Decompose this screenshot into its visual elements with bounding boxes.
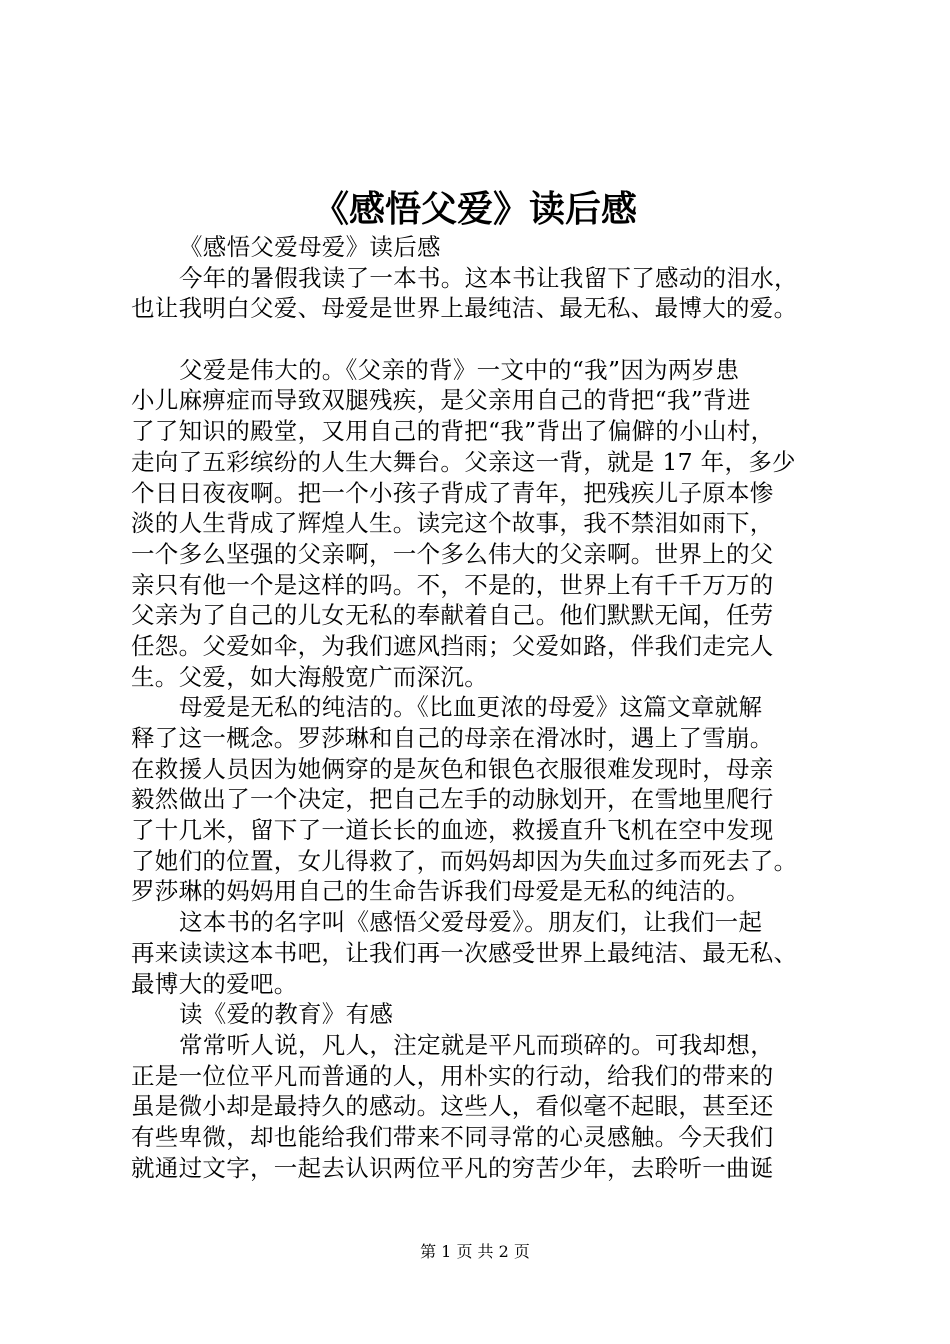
document-title: 《感悟父爱》读后感 xyxy=(312,188,637,230)
text-line: 释了这一概念。罗莎琳和自己的母亲在滑冰时，遇上了雪崩。 xyxy=(131,724,774,752)
text-line: 了了知识的殿堂，又用自己的背把“我”背出了偏僻的小山村， xyxy=(131,417,775,446)
text-line: 个日日夜夜啊。把一个小孩子背成了青年，把残疾儿子原本惨 xyxy=(131,478,774,507)
text-line: 也让我明白父爱、母爱是世界上最纯洁、最无私、最博大的爱。 xyxy=(131,294,798,323)
text-line: 淡的人生背成了辉煌人生。读完这个故事，我不禁泪如雨下， xyxy=(131,509,774,538)
text-line: 父亲为了自己的儿女无私的奉献着自己。他们默默无闻，任劳 xyxy=(131,601,774,630)
text-line: 虽是微小却是最持久的感动。这些人，看似毫不起眼，甚至还 xyxy=(131,1092,774,1121)
text-line: 生。父爱，如大海般宽广而深沉。 xyxy=(131,662,488,691)
text-line: 母爱是无私的纯洁的。《比血更浓的母爱》这篇文章就解 xyxy=(179,693,763,722)
text-line: 毅然做出了一个决定，把自己左手的动脉划开，在雪地里爬行 xyxy=(131,785,774,814)
text-line: 小儿麻痹症而导致双腿残疾，是父亲用自己的背把“我”背进 xyxy=(131,386,751,415)
text-line: 就通过文字，一起去认识两位平凡的穷苦少年，去聆听一曲诞 xyxy=(131,1153,774,1182)
text-line: 父爱是伟大的。《父亲的背》一文中的“我”因为两岁患 xyxy=(179,355,740,384)
text-line: 再来读读这本书吧，让我们再一次感受世界上最纯洁、最无私、 xyxy=(131,938,798,967)
document-body xyxy=(131,232,851,1183)
text-line: 正是一位位平凡而普通的人，用朴实的行动，给我们的带来的 xyxy=(131,1061,774,1090)
text-line: 一个多么坚强的父亲啊，一个多么伟大的父亲啊。世界上的父 xyxy=(131,539,774,568)
text-line: 走向了五彩缤纷的人生大舞台。父亲这一背，就是 17 年，多少 xyxy=(131,447,796,476)
text-line: 在救援人员因为她俩穿的是灰色和银色衣服很难发现时，母亲 xyxy=(131,754,774,783)
text-line: 今年的暑假我读了一本书。这本书让我留下了感动的泪水， xyxy=(179,263,798,292)
text-line: 常常听人说，凡人，注定就是平凡而琐碎的。可我却想， xyxy=(179,1030,774,1059)
text-line: 最博大的爱吧。 xyxy=(131,969,298,998)
page-footer: 第 1 页 共 2 页 xyxy=(420,1242,530,1261)
blank-line xyxy=(131,324,851,355)
text-line: 了她们的位置，女儿得救了，而妈妈却因为失血过多而死去了。 xyxy=(131,846,798,875)
text-line: 读《爱的教育》有感 xyxy=(179,1000,394,1029)
text-line: 了十几米，留下了一道长长的血迹，救援直升飞机在空中发现 xyxy=(131,816,774,845)
text-line: 有些卑微，却也能给我们带来不同寻常的心灵感触。今天我们 xyxy=(131,1122,774,1151)
text-line: 这本书的名字叫《感悟父爱母爱》。朋友们，让我们一起 xyxy=(179,908,763,937)
text-line: 《感悟父爱母爱》读后感 xyxy=(179,233,441,261)
text-line: 罗莎琳的妈妈用自己的生命告诉我们母爱是无私的纯洁的。 xyxy=(131,877,750,906)
text-line: 任怨。父爱如伞，为我们遮风挡雨；父爱如路，伴我们走完人 xyxy=(131,631,774,660)
text-line: 亲只有他一个是这样的吗。不，不是的，世界上有千千万万的 xyxy=(131,570,774,599)
